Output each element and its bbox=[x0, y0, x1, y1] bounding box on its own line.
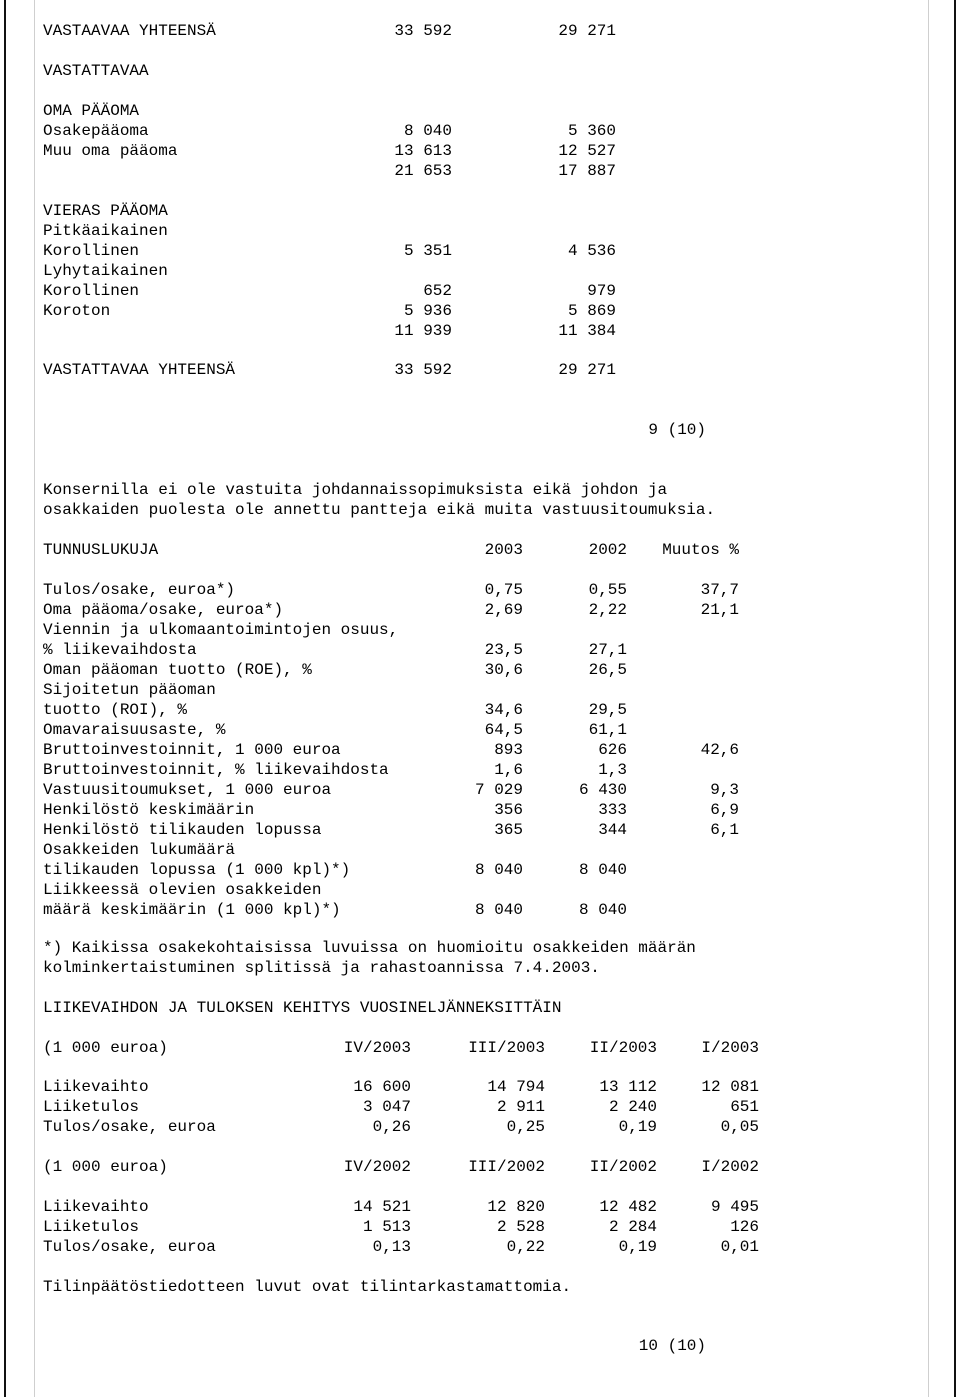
ratio-value-change bbox=[629, 680, 739, 700]
page-number: 9 (10) bbox=[648, 421, 706, 439]
balance-row-label: Koroton bbox=[43, 302, 111, 320]
quarter-value-q3: 14 794 bbox=[487, 1078, 545, 1096]
quarter-value-q1: 651 bbox=[730, 1098, 759, 1116]
ratio-label: Henkilöstö tilikauden lopussa bbox=[43, 821, 322, 839]
ratios-header-2003: 2003 bbox=[484, 541, 523, 559]
quarter-value-q2: 2 240 bbox=[608, 1098, 657, 1116]
ratio-value-change: 21,1 bbox=[700, 601, 739, 619]
ratio-value-change bbox=[629, 700, 739, 720]
balance-row-label: Osakepääoma bbox=[43, 122, 149, 140]
quarter-header-q2: II/2003 bbox=[589, 1039, 657, 1057]
balance-value-2002: 5 869 bbox=[567, 302, 616, 320]
ratios-header-2002: 2002 bbox=[588, 541, 627, 559]
quarter-header-q1: I/2003 bbox=[701, 1039, 759, 1057]
quarter-header-q4: IV/2002 bbox=[343, 1158, 411, 1176]
quarterly-header-label: (1 000 euroa) bbox=[43, 1158, 168, 1176]
quarter-header-q4: IV/2003 bbox=[343, 1039, 411, 1057]
quarter-value-q1: 12 081 bbox=[701, 1078, 759, 1096]
ratio-label: Bruttoinvestoinnit, 1 000 euroa bbox=[43, 741, 341, 759]
ratio-value-2003 bbox=[413, 840, 523, 860]
ratio-value-change bbox=[629, 660, 739, 680]
quarterly-row-label: Liiketulos bbox=[43, 1098, 140, 1116]
quarter-value-q4: 14 521 bbox=[353, 1198, 411, 1216]
section-heading: OMA PÄÄOMA bbox=[43, 102, 140, 120]
quarter-value-q3: 2 911 bbox=[496, 1098, 545, 1116]
ratio-value-change: 6,1 bbox=[710, 821, 739, 839]
ratio-value-change bbox=[629, 840, 739, 860]
section-heading: VASTATTAVAA bbox=[43, 62, 149, 80]
balance-value-2003: 5 351 bbox=[403, 242, 452, 260]
ratio-value-2002 bbox=[517, 840, 627, 860]
balance-value-2003: 33 592 bbox=[394, 22, 452, 40]
ratio-label: Sijoitetun pääoman bbox=[43, 681, 216, 699]
section-heading: VIERAS PÄÄOMA bbox=[43, 202, 168, 220]
ratio-value-2003 bbox=[413, 880, 523, 900]
ratio-label: Henkilöstö keskimäärin bbox=[43, 801, 255, 819]
ratio-value-2002: 1,3 bbox=[598, 761, 627, 779]
ratio-value-2002: 626 bbox=[598, 741, 627, 759]
paragraph-line: osakkaiden puolesta ole annettu pantteja eikä muita vastuusitoumuksia. bbox=[43, 501, 716, 519]
ratio-value-2002: 29,5 bbox=[588, 701, 627, 719]
quarter-value-q1: 126 bbox=[730, 1218, 759, 1236]
ratio-label: Oma pääoma/osake, euroa*) bbox=[43, 601, 284, 619]
quarter-value-q2: 2 284 bbox=[608, 1218, 657, 1236]
page-border-right-inner bbox=[928, 0, 929, 1397]
balance-value-2002: 29 271 bbox=[558, 361, 616, 379]
balance-value-2002: 5 360 bbox=[567, 122, 616, 140]
ratio-value-2003: 30,6 bbox=[484, 661, 523, 679]
quarter-header-q3: III/2003 bbox=[468, 1039, 545, 1057]
quarter-value-q4: 16 600 bbox=[353, 1078, 411, 1096]
quarter-value-q2: 0,19 bbox=[618, 1238, 657, 1256]
balance-value-2003: 652 bbox=[423, 282, 452, 300]
quarter-value-q3: 12 820 bbox=[487, 1198, 545, 1216]
balance-value-2002: 29 271 bbox=[558, 22, 616, 40]
ratio-value-2002: 6 430 bbox=[578, 781, 627, 799]
ratio-value-2003 bbox=[413, 620, 523, 640]
quarter-value-q4: 0,26 bbox=[372, 1118, 411, 1136]
quarterly-title: LIIKEVAIHDON JA TULOKSEN KEHITYS VUOSINELJÄNNEKSITTÄIN bbox=[43, 999, 562, 1017]
quarter-value-q3: 2 528 bbox=[496, 1218, 545, 1236]
ratio-value-change: 6,9 bbox=[710, 801, 739, 819]
page-border-right bbox=[954, 0, 956, 1397]
quarterly-header-label: (1 000 euroa) bbox=[43, 1039, 168, 1057]
balance-value-2002: 4 536 bbox=[567, 242, 616, 260]
page-border-left bbox=[4, 0, 6, 1397]
ratio-label: Vastuusitoumukset, 1 000 euroa bbox=[43, 781, 332, 799]
ratio-value-2003 bbox=[413, 680, 523, 700]
quarter-value-q1: 0,05 bbox=[720, 1118, 759, 1136]
ratio-value-change: 37,7 bbox=[700, 581, 739, 599]
ratio-value-change bbox=[629, 640, 739, 660]
ratio-value-change bbox=[629, 900, 739, 920]
ratios-header-label: TUNNUSLUKUJA bbox=[43, 541, 159, 559]
ratio-value-2003: 2,69 bbox=[484, 601, 523, 619]
balance-value-2002: 12 527 bbox=[558, 142, 616, 160]
ratio-value-2002: 8 040 bbox=[578, 901, 627, 919]
ratio-label: Tulos/osake, euroa*) bbox=[43, 581, 236, 599]
balance-value-2003: 13 613 bbox=[394, 142, 452, 160]
quarterly-row-label: Liikevaihto bbox=[43, 1078, 149, 1096]
ratio-label: % liikevaihdosta bbox=[43, 641, 197, 659]
ratio-value-change bbox=[629, 620, 739, 640]
ratio-label: tuotto (ROI), % bbox=[43, 701, 188, 719]
page-number: 10 (10) bbox=[638, 1337, 706, 1355]
ratio-value-change: 42,6 bbox=[700, 741, 739, 759]
ratio-value-change bbox=[629, 880, 739, 900]
ratio-value-2002 bbox=[517, 880, 627, 900]
balance-value-2002: 11 384 bbox=[558, 322, 616, 340]
balance-row-label: VASTAAVAA YHTEENSÄ bbox=[43, 22, 216, 40]
ratio-value-2002: 2,22 bbox=[588, 601, 627, 619]
quarter-header-q1: I/2002 bbox=[701, 1158, 759, 1176]
ratio-value-2002: 61,1 bbox=[588, 721, 627, 739]
ratio-value-change: 9,3 bbox=[710, 781, 739, 799]
balance-row-label: VASTATTAVAA YHTEENSÄ bbox=[43, 361, 236, 379]
balance-value-2003: 33 592 bbox=[394, 361, 452, 379]
balance-row-label: Korollinen bbox=[43, 242, 140, 260]
quarterly-row-label: Tulos/osake, euroa bbox=[43, 1118, 216, 1136]
quarter-value-q1: 0,01 bbox=[720, 1238, 759, 1256]
ratio-value-2003: 8 040 bbox=[474, 901, 523, 919]
ratio-value-2002 bbox=[517, 680, 627, 700]
ratio-value-change bbox=[629, 720, 739, 740]
ratio-value-2002: 344 bbox=[598, 821, 627, 839]
quarter-value-q4: 1 513 bbox=[362, 1218, 411, 1236]
quarter-value-q3: 0,22 bbox=[506, 1238, 545, 1256]
ratio-value-2003: 8 040 bbox=[474, 861, 523, 879]
ratio-value-2002: 27,1 bbox=[588, 641, 627, 659]
quarter-header-q3: III/2002 bbox=[468, 1158, 545, 1176]
ratio-value-2003: 365 bbox=[494, 821, 523, 839]
quarter-value-q1: 9 495 bbox=[710, 1198, 759, 1216]
subsection-heading: Pitkäaikainen bbox=[43, 222, 168, 240]
ratio-value-2002 bbox=[517, 620, 627, 640]
quarter-value-q2: 12 482 bbox=[599, 1198, 657, 1216]
ratio-value-2002: 8 040 bbox=[578, 861, 627, 879]
ratio-label: Viennin ja ulkomaantoimintojen osuus, bbox=[43, 621, 399, 639]
quarterly-row-label: Liiketulos bbox=[43, 1218, 140, 1236]
quarterly-row-label: Liikevaihto bbox=[43, 1198, 149, 1216]
balance-row-label: Muu oma pääoma bbox=[43, 142, 178, 160]
ratio-value-change bbox=[629, 860, 739, 880]
balance-value-2003: 11 939 bbox=[394, 322, 452, 340]
ratio-value-2003: 7 029 bbox=[474, 781, 523, 799]
ratio-label: Bruttoinvestoinnit, % liikevaihdosta bbox=[43, 761, 389, 779]
ratio-label: tilikauden lopussa (1 000 kpl)*) bbox=[43, 861, 351, 879]
ratios-header-change: Muutos % bbox=[662, 541, 739, 559]
ratio-value-change bbox=[629, 760, 739, 780]
ratio-value-2002: 26,5 bbox=[588, 661, 627, 679]
balance-value-2003: 5 936 bbox=[403, 302, 452, 320]
quarter-value-q2: 13 112 bbox=[599, 1078, 657, 1096]
footnote-line: kolminkertaistuminen splitissä ja rahastoannissa 7.4.2003. bbox=[43, 959, 600, 977]
quarterly-row-label: Tulos/osake, euroa bbox=[43, 1238, 216, 1256]
balance-value-2002: 979 bbox=[587, 282, 616, 300]
quarter-value-q4: 3 047 bbox=[362, 1098, 411, 1116]
paragraph-line: Konsernilla ei ole vastuita johdannaissopimuksista eikä johdon ja bbox=[43, 481, 668, 499]
ratio-value-2002: 333 bbox=[598, 801, 627, 819]
ratio-value-2003: 34,6 bbox=[484, 701, 523, 719]
balance-value-2002: 17 887 bbox=[558, 162, 616, 180]
balance-value-2003: 8 040 bbox=[403, 122, 452, 140]
ratio-value-2003: 356 bbox=[494, 801, 523, 819]
ratio-label: Liikkeessä olevien osakkeiden bbox=[43, 881, 322, 899]
ratio-value-2003: 1,6 bbox=[494, 761, 523, 779]
balance-row-label: Korollinen bbox=[43, 282, 140, 300]
quarter-value-q4: 0,13 bbox=[372, 1238, 411, 1256]
ratio-value-2003: 64,5 bbox=[484, 721, 523, 739]
ratio-label: Osakkeiden lukumäärä bbox=[43, 841, 236, 859]
ratio-value-2002: 0,55 bbox=[588, 581, 627, 599]
closing-note: Tilinpäätöstiedotteen luvut ovat tilintarkastamattomia. bbox=[43, 1278, 572, 1296]
ratio-value-2003: 893 bbox=[494, 741, 523, 759]
ratio-value-2003: 0,75 bbox=[484, 581, 523, 599]
quarter-value-q3: 0,25 bbox=[506, 1118, 545, 1136]
quarter-header-q2: II/2002 bbox=[589, 1158, 657, 1176]
page-border-left-inner bbox=[34, 0, 35, 1397]
subsection-heading: Lyhytaikainen bbox=[43, 262, 168, 280]
ratio-label: Omavaraisuusaste, % bbox=[43, 721, 226, 739]
quarter-value-q2: 0,19 bbox=[618, 1118, 657, 1136]
ratio-value-2003: 23,5 bbox=[484, 641, 523, 659]
ratio-label: Oman pääoman tuotto (ROE), % bbox=[43, 661, 312, 679]
footnote-line: *) Kaikissa osakekohtaisissa luvuissa on huomioitu osakkeiden määrän bbox=[43, 939, 696, 957]
balance-value-2003: 21 653 bbox=[394, 162, 452, 180]
ratio-label: määrä keskimäärin (1 000 kpl)*) bbox=[43, 901, 341, 919]
